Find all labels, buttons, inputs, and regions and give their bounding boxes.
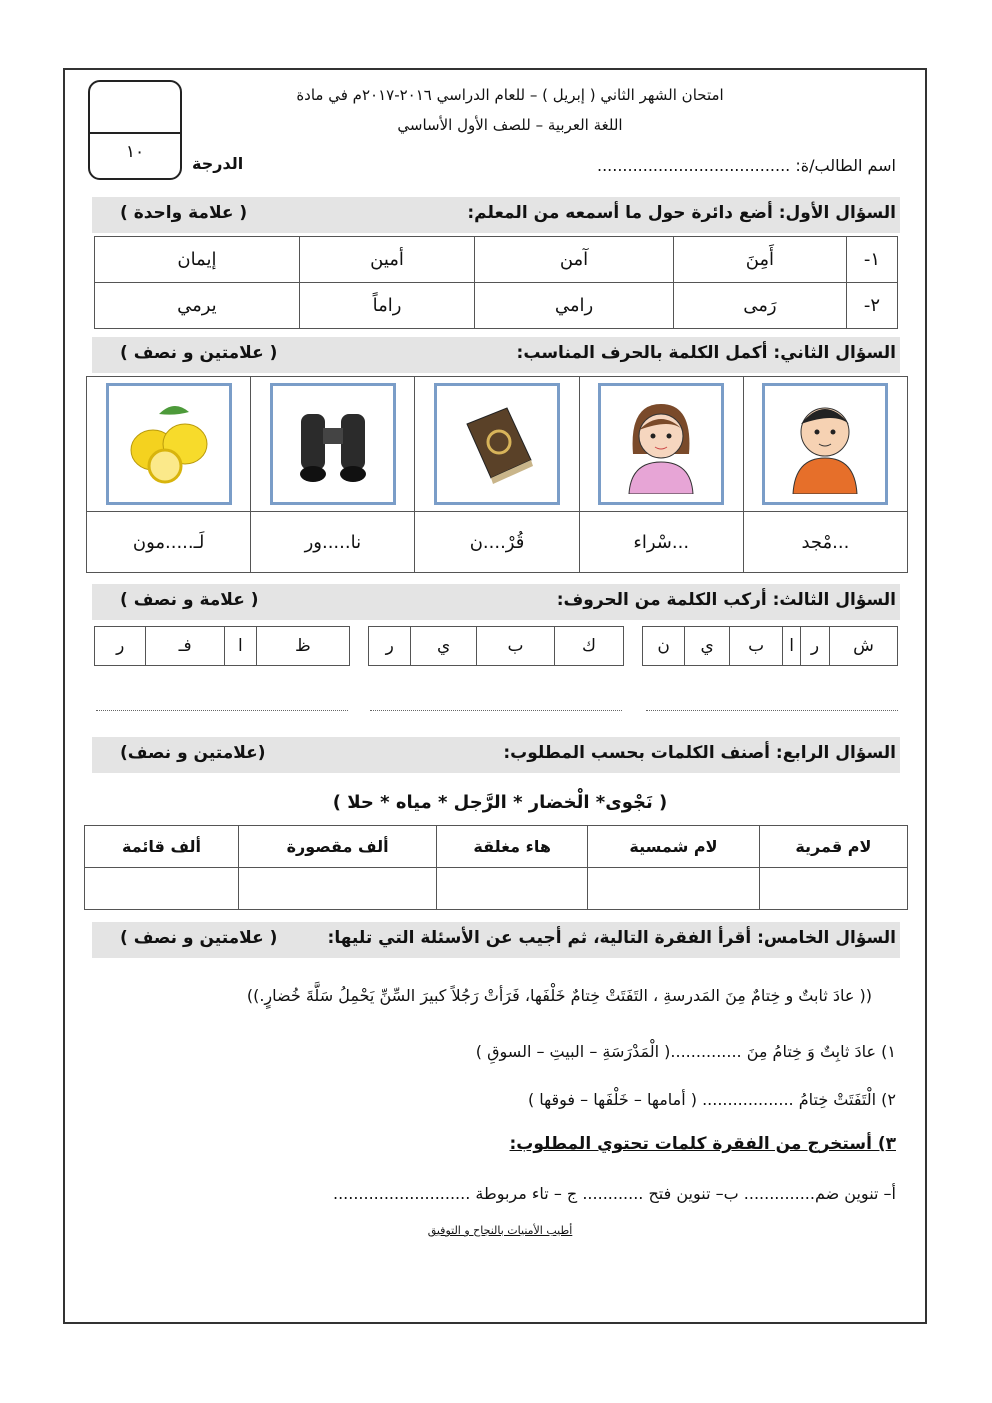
q5-marks: ( علامتين و نصف ) xyxy=(120,928,278,948)
q1-row2-num: ٢- xyxy=(847,283,898,329)
q5-title: السؤال الخامس: أقرأ الفقرة التالية، ثم أجيب عن الأسئلة التي تليها: xyxy=(327,928,896,948)
answer-line[interactable] xyxy=(96,710,348,711)
q1-title: السؤال الأول: أضع دائرة حول ما أسمعه من المعلم: xyxy=(467,203,896,223)
q4-column-header: لام شمسية xyxy=(588,826,760,868)
quran-book-icon xyxy=(434,383,560,505)
q1-option[interactable]: أَمِنَ xyxy=(673,237,846,283)
q3-letters-group-1 xyxy=(642,626,898,666)
exam-subtitle: اللغة العربية – للصف الأول الأساسي xyxy=(397,116,623,134)
q1-option[interactable]: أمين xyxy=(299,237,474,283)
q2-picture-cell xyxy=(87,377,251,512)
letter-tile: ا xyxy=(224,627,256,666)
letter-tile: ر xyxy=(369,627,411,666)
answer-line[interactable] xyxy=(646,710,898,711)
q5-question-2[interactable]: ٢) الْتَفَتَتْ خِتامُ .................. ( أمامها – خَلْفَها – فوقها ) xyxy=(527,1090,896,1109)
q2-picture-cell xyxy=(579,377,743,512)
answer-line[interactable] xyxy=(370,710,622,711)
letter-tile: ن xyxy=(643,627,685,666)
q3-letters-group-2 xyxy=(368,626,624,666)
q2-word[interactable]: نا.....ور xyxy=(251,512,415,573)
q1-option[interactable]: آمن xyxy=(475,237,673,283)
boy-thinking-icon xyxy=(762,383,888,505)
q3-marks: ( علامة و نصف ) xyxy=(120,590,259,610)
q1-option[interactable]: يرمي xyxy=(95,283,300,329)
letter-tile: ب xyxy=(477,627,555,666)
binoculars-icon xyxy=(270,383,396,505)
exam-title: امتحان الشهر الثاني ( إبريل ) – للعام الدراسي ٢٠١٦-٢٠١٧م في مادة xyxy=(296,86,724,104)
q2-word[interactable]: ...سْراء xyxy=(579,512,743,573)
q1-option[interactable]: إيمان xyxy=(95,237,300,283)
q4-answer-cell[interactable] xyxy=(437,868,588,910)
q4-column-header: هاء مغلقة xyxy=(437,826,588,868)
q4-answer-cell[interactable] xyxy=(759,868,907,910)
q4-column-header: ألف مقصورة xyxy=(239,826,437,868)
q2-picture-cell xyxy=(415,377,579,512)
letter-tile: ا xyxy=(783,627,801,666)
grade-value: ١٠ xyxy=(125,142,145,162)
q3-letters-group-3 xyxy=(94,626,350,666)
q5-question-3: ٣) أستخرج من الفقرة كلمات تحتوي المطلوب: xyxy=(509,1134,896,1154)
grade-label: الدرجة xyxy=(192,154,244,173)
lemons-icon xyxy=(106,383,232,505)
q3-title: السؤال الثالث: أركب الكلمة من الحروف: xyxy=(556,590,896,610)
letter-tile: ظ xyxy=(256,627,349,666)
q2-marks: ( علامتين و نصف ) xyxy=(120,343,278,363)
q2-word[interactable]: لَـ.....مون xyxy=(87,512,251,573)
letter-tile: ب xyxy=(729,627,782,666)
q1-option[interactable]: رَمى xyxy=(673,283,846,329)
q1-marks: ( علامة واحدة ) xyxy=(120,203,248,223)
q5-extract-line[interactable]: أ– تنوين ضم.............. ب– تنوين فتح ............ ج – تاء مربوطة ........................... xyxy=(332,1184,896,1203)
q4-column-header: ألف قائمة xyxy=(85,826,239,868)
letter-tile: ي xyxy=(685,627,730,666)
letter-tile: ر xyxy=(801,627,830,666)
letter-tile: ر xyxy=(95,627,146,666)
q2-table xyxy=(86,376,908,573)
q2-picture-cell xyxy=(743,377,907,512)
q4-marks: (علامتين و نصف) xyxy=(120,743,266,763)
student-name-field[interactable]: اسم الطالب/ة: ...................................... xyxy=(596,156,896,175)
q2-word[interactable]: ...مْجد xyxy=(743,512,907,573)
q4-answer-cell[interactable] xyxy=(588,868,760,910)
q4-title: السؤال الرابع: أصنف الكلمات بحسب المطلوب: xyxy=(503,743,896,763)
letter-tile: فـ xyxy=(146,627,225,666)
footer-wishes: أطيب الأمنيات بالنجاح و التوفيق xyxy=(427,1224,573,1237)
girl-icon xyxy=(598,383,724,505)
grade-box xyxy=(88,80,182,180)
q2-word[interactable]: قُرْ....ن xyxy=(415,512,579,573)
q4-answer-cell[interactable] xyxy=(239,868,437,910)
letter-tile: ي xyxy=(411,627,477,666)
q1-option[interactable]: راماً xyxy=(299,283,474,329)
reading-passage: (( عادَ ثابتٌ و خِتامٌ مِنَ المَدرسةِ ، التَفَتَتْ خِتامٌ خَلْفَها، فَرَأتْ رَجُلاً كبيرَ السِّنِّ يَحْمِلُ سَلَّةَ خُضارٍ.)) xyxy=(246,986,872,1005)
q1-table xyxy=(94,236,898,329)
letter-tile: ك xyxy=(555,627,624,666)
q4-answer-cell[interactable] xyxy=(85,868,239,910)
q1-row1-num: ١- xyxy=(847,237,898,283)
q4-column-header: لام قمرية xyxy=(759,826,907,868)
word-bank: ( نَجْوى* الْخضار * الرَّجل * مياه * حلا ) xyxy=(332,792,668,813)
letter-tile: ش xyxy=(829,627,897,666)
q5-question-1[interactable]: ١) عادَ ثابِتٌ وَ خِتامُ مِنَ ..............( الْمَدْرَسَةِ – البيتِ – السوقِ ) xyxy=(475,1042,896,1061)
q2-picture-cell xyxy=(251,377,415,512)
q1-option[interactable]: رامي xyxy=(475,283,673,329)
q2-title: السؤال الثاني: أكمل الكلمة بالحرف المناسب: xyxy=(516,343,896,363)
q4-table xyxy=(84,825,908,910)
